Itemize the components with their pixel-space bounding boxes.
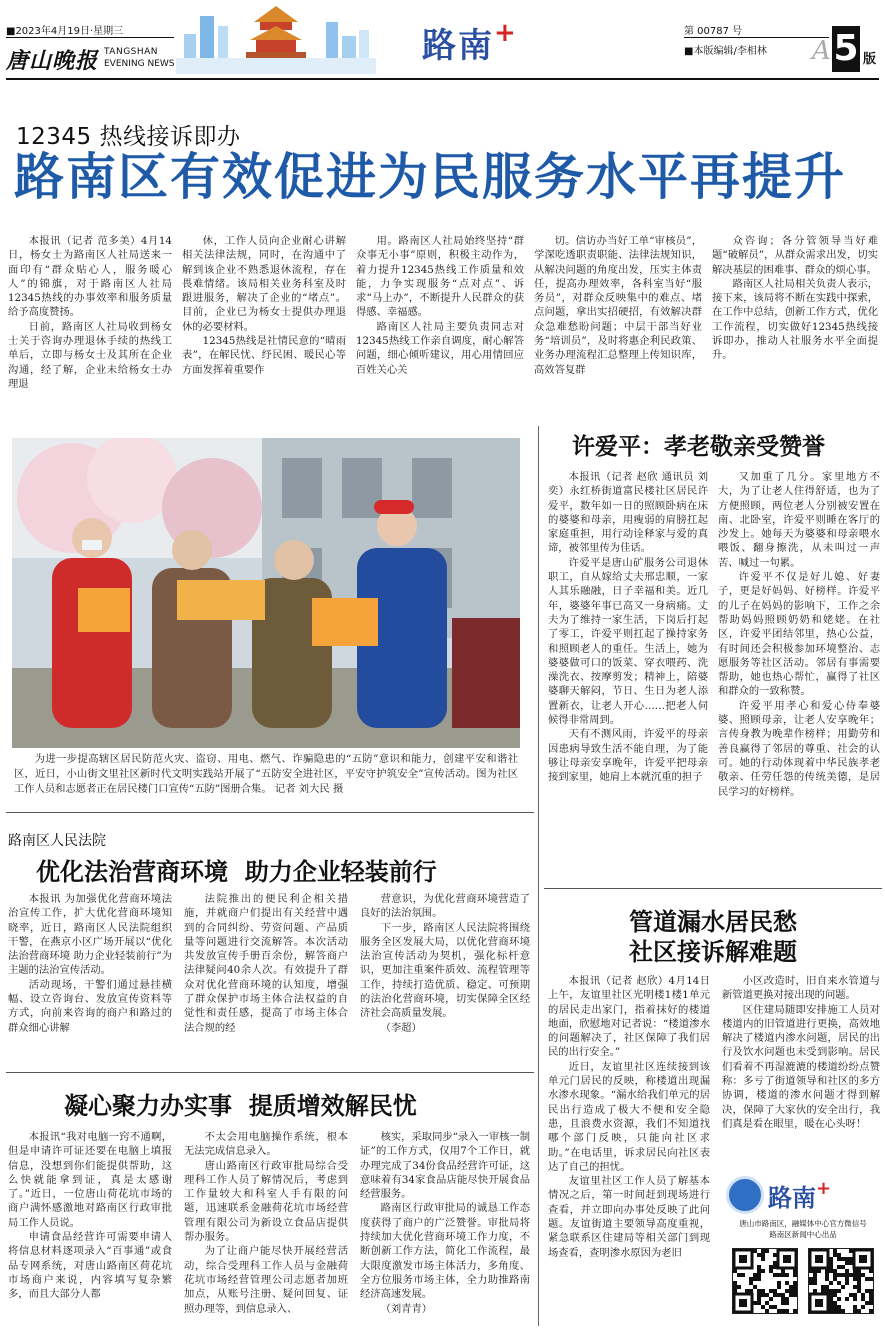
paragraph: 许爱平是唐山矿服务公司退休职工，自从嫁给丈夫邢忠顺，一家人其乐融融，日子幸福和美。近几年，婆婆年事已高又一身病痛。丈夫为了维持一家生活，下岗后打起了零工，许爱平则扛起了操持家务和照顾老人的重任。生活上，她为婆婆做可口的饭菜、穿衣喂药、洗澡洗衣、按摩剪发；精神上，陪婆婆聊天解闷，节日、生日为老人添置新衣，让老人开心……把老人伺候得非常周到。 bbox=[548, 556, 708, 727]
column-text bbox=[360, 1130, 530, 1316]
editor-line: ■本版编辑/李相林 bbox=[684, 46, 767, 57]
photo-bottom-rule bbox=[6, 812, 534, 813]
paragraph: 天有不测风雨，许爱平的母亲因患病导致生活不能自理，为了能够让母亲安享晚年，许爱平把母亲接到家里，她肩上本就沉重的担子 bbox=[548, 728, 708, 784]
court-column-3 bbox=[360, 892, 530, 1056]
court-headline: 优化法治营商环境 助力企业轻装前行 bbox=[36, 858, 437, 886]
paragraph: 许爱平不仅是好儿媳、好妻子，更是好妈妈、好榜样。许爱平的儿子在妈妈的影响下，工作之余帮助妈妈照顾奶奶和姥姥。在社区，许爱平团结邻里，热心公益，有时间还会积极参加环境整治、志愿服务等社区活动。邻居有事需要帮助，她也热心帮忙，赢得了社区和群众的一致称赞。 bbox=[718, 571, 880, 698]
paragraph: 切。信访办当好工单“审核员”，学深吃透职责职能、法律法规知识，从解决问题的角度出发，压实主体责任，提高办理效率，各科室当好“服务员”，对群众反映集中的难点、堵点问题，拿出实招硬招，有效解决群众急难愁盼问题；中层干部当好业务“培训员”，及时将惠企利民政策、业务办理流程汇总整理上传知识库，高效答复群 bbox=[534, 235, 702, 376]
column-text bbox=[184, 1130, 348, 1316]
paragraph: 本报讯（记者 赵欣 通讯员 刘奕）永红桥街道富民楼社区居民许爱平，数年如一日的照顾卧病在床的婆婆和母亲，用瘦弱的肩膀扛起家庭重担，用行动诠释家与爱的真谛，被邻里传为佳话。 bbox=[548, 471, 708, 555]
lead-column-2 bbox=[182, 234, 346, 420]
paragraph: 核实，采取同步“录入一审核一制证”的工作方式，仅用7个工作日，就办理完成了34份食品经营许可证，这意味着有34家食品店能尽快开展食品经营服务。 bbox=[360, 1131, 530, 1201]
promo-logo-circle bbox=[726, 1176, 764, 1214]
paragraph: 近日，友谊里社区连续接到该单元门居民的反映，称楼道出现漏水渗水现象。“漏水给我们单元的居民出行造成了极大不便和安全隐患，且浪费水资源，我们不知道找哪个部门反映，只能向社区求助。”在电话里，诉求居民向社区表达了自己的担忧。 bbox=[548, 1060, 710, 1173]
paragraph: 申请食品经营许可需要申请人将信息材料逐项录入“百事通”或食品专网系统，对唐山路南区荷花坑市场商户来说，内容填写复杂繁多，而且大部分人都 bbox=[8, 1231, 172, 1301]
paragraph: 本报讯（记者 范多美）4月14日，杨女士为路南区人社局送来一面印有“群众贴心人，服务暖心人”的锦旗，对于路南区人社局12345热线的办事效率和服务质量给予高度赞扬。 bbox=[8, 235, 172, 319]
paragraph: 唐山路南区行政审批局综合受理科工作人员了解情况后，考虑到工作量较大和科室人手有限的问题，迅速联系金融荷花坑市场经营管理有限公司为新设立食品店提供帮办服务。 bbox=[184, 1159, 348, 1244]
xu-column-2 bbox=[718, 470, 880, 880]
promo-logo-text: 路南 bbox=[768, 1184, 816, 1212]
promo-logo-plus: + bbox=[816, 1178, 832, 1199]
page-letter: A bbox=[812, 36, 831, 66]
paragraph: 又加重了几分。家里地方不大，为了让老人住得舒适，也为了方便照顾，两位老人分别被安置在南、北卧室，许爱平则睡在客厅的沙发上。她每天为婆婆和母亲喂水喂饭、翻身擦洗，从未叫过一声苦、喊过一句累。 bbox=[718, 471, 880, 569]
photo-caption bbox=[14, 752, 518, 800]
xu-bottom-rule bbox=[544, 888, 882, 889]
lead-headline: 路南区有效促进为民服务水平再提升 bbox=[14, 148, 846, 206]
paragraph: 下一步，路南区人民法院将围绕服务全区发展大局，以优化营商环境法治宣传活动为契机，强化标杆意识，更加注重案件质效、流程管理等工作，持续打造优质、稳定、可预期的法治化营商环境，切实保障全区经济社会高质量发展。 bbox=[360, 921, 530, 1020]
lead-column-5 bbox=[712, 234, 878, 420]
paragraph: 区住建局随即安排施工人员对楼道内的旧管道进行更换，高效地解决了楼道内渗水问题，居民的出行及饮水问题也未受到影响。居民们看着不再湿漉漉的楼道纷纷点赞称：多亏了街道领导和社区的多方协调，楼道的渗水问题才得到解决，保障了大家伙的安全出行，我们真是看在眼里，暖在心头呀！ bbox=[722, 1003, 880, 1130]
market-column-2 bbox=[184, 1130, 348, 1326]
paragraph: 本报讯 为加强优化营商环境法治宣传工作，扩大优化营商环境知晓率，近日，路南区人民法院组织干警，在燕京小区广场开展以“优化法治营商环境 助力企业轻装前行”为主题的法治宣传活动。 bbox=[8, 893, 172, 977]
paper-name-en-2: EVENING NEWS bbox=[104, 59, 175, 69]
lead-column-1 bbox=[8, 234, 172, 420]
market-headline: 凝心聚力办实事 提质增效解民忧 bbox=[64, 1092, 417, 1120]
section-title bbox=[422, 18, 518, 67]
paragraph: 为了让商户能尽快开展经营活动，综合受理科工作人员与金融荷花坑市场经营管理公司志愿者加班加点，从账号注册、疑问回复、证照办理等，到信息录入、 bbox=[184, 1245, 348, 1315]
paragraph: 路南区人社局相关负责人表示，接下来，该局将不断在实践中探索，在工作中总结，创新工作方式，优化工作流程，切实做好12345热线接诉即办，推动人社服务水平全面提升。 bbox=[712, 277, 878, 362]
news-photo bbox=[12, 438, 520, 748]
column-text bbox=[534, 234, 702, 377]
paragraph: 日前，路南区人社局收到杨女士关于咨询办理退休手续的热线工单后，立即与杨女士及其所在企业沟通，经了解，企业未给杨女士办理退 bbox=[8, 320, 172, 390]
column-text bbox=[356, 234, 524, 377]
column-text bbox=[8, 234, 172, 391]
court-kicker: 路南区人民法院 bbox=[8, 833, 106, 849]
page-suffix: 版 bbox=[863, 52, 877, 67]
column-text bbox=[548, 470, 708, 785]
paragraph: 本报讯“我对电脑一窍不通啊，但是申请许可证还要在电脑上填报信息，没想到你们能提供帮助，这么快就能拿到证，真是太感谢了。”近日，一位唐山荷花坑市场的商户满怀感激地对路南区行政审批局工作人员说。 bbox=[8, 1131, 172, 1229]
paragraph: 本报讯（记者 赵欣）4月14日上午，友谊里社区光明楼1楼1单元的居民走出家门，指着抹好的楼道地面，欣慰地对记者说：“楼道渗水的问题解决了，社区保障了我们居民的出行安全。” bbox=[548, 975, 710, 1059]
column-text bbox=[184, 892, 348, 1035]
paragraph: 12345热线是社情民意的“晴雨表”，在解民忧、纾民困、暖民心等方面发挥着重要作 bbox=[182, 335, 346, 376]
column-text bbox=[722, 974, 880, 1131]
promo-box bbox=[724, 1172, 880, 1326]
paragraph: 众咨询；各分管领导当好难题“破解员”，从群众需求出发，切实解决基层的困难事、群众的烦心事。 bbox=[712, 235, 878, 276]
column-text bbox=[360, 892, 530, 1035]
masthead-rule-left bbox=[6, 37, 174, 38]
column-text bbox=[712, 234, 878, 363]
column-text bbox=[8, 1130, 172, 1302]
court-bottom-rule bbox=[6, 1072, 534, 1073]
paragraph: 路南区人社局主要负责同志对12345热线工作亲自调度，耐心解答问题，细心倾听建议，用心用情回应百姓关心关 bbox=[356, 320, 524, 376]
paragraph: 用。路南区人社局始终坚持“群众事无小事”原则，积极主动作为，着力提升12345热线工作质量和效能，力争实现服务“点对点”、诉求“马上办”，不断提升人民群众的获得感、幸福感。 bbox=[356, 235, 524, 319]
skyline-illustration bbox=[176, 0, 376, 74]
column-text bbox=[718, 470, 880, 799]
pipe-column-2 bbox=[722, 974, 880, 1164]
qr-code-right[interactable] bbox=[808, 1248, 874, 1314]
promo-logo bbox=[768, 1178, 831, 1213]
xu-column-1 bbox=[548, 470, 708, 880]
court-column-1 bbox=[8, 892, 172, 1056]
divider-right-column bbox=[538, 426, 539, 1326]
pipe-headline-2: 社区接诉解难题 bbox=[629, 938, 797, 966]
column-text bbox=[8, 892, 172, 1035]
paragraph: 路南区行政审批局的诚恳工作态度获得了商户的广泛赞誉。审批局将持续加大优化营商环境工作力度，不断创新工作方法，简化工作流程，最大限度激发市场主体活力，多角度、全方位服务市场主体，全力助推路南经济高速发展。 bbox=[360, 1202, 530, 1301]
paper-logo: 唐山晚报 bbox=[6, 48, 99, 74]
court-column-2 bbox=[184, 892, 348, 1056]
paragraph: 营意识，为优化营商环境营造了良好的法治氛围。 bbox=[360, 893, 530, 920]
paragraph: 许爱平用孝心和爱心侍奉婆婆、照顾母亲，让老人安享晚年；言传身教为晚辈作榜样；用勤劳和善良赢得了邻居的尊重、社会的认可。她的行动体现着中华民族孝老敬亲、任劳任怨的传统美德，是居民学习的好榜样。 bbox=[718, 699, 880, 798]
issue-number: 第 00787 号 bbox=[684, 26, 743, 37]
paragraph: 友谊里社区工作人员了解基本情况之后，第一时间赶到现场进行查看，并立即向办事处反映了此问题。友谊街道主要领导高度重视，紧急联系区住建局等相关部门到现场查看，查明渗水原因为老旧 bbox=[548, 1175, 710, 1259]
qr-code-left[interactable] bbox=[732, 1248, 798, 1314]
masthead bbox=[0, 0, 885, 84]
lead-column-3 bbox=[356, 234, 524, 420]
paragraph: 小区改造时，旧自来水管道与新管道更换对接出现的问题。 bbox=[722, 975, 880, 1002]
section-plus: + bbox=[494, 18, 518, 48]
paragraph: 休，工作人员向企业耐心讲解相关法律法规，同时，在沟通中了解到该企业不熟悉退休流程，存在畏难情绪。该局相关业务科室及时跟进服务，解决了企业的“堵点”。目前，企业已为杨女士提供办理退休的必要材料。 bbox=[182, 235, 346, 333]
column-text bbox=[548, 974, 710, 1260]
promo-slogan-1: 唐山市路南区，融媒体中心官方微信号 bbox=[739, 1219, 867, 1228]
paragraph: 活动现场，干警们通过悬挂横幅、设立咨询台、发放宣传资料等方式，向前来咨询的商户和路过的群众细心讲解 bbox=[8, 978, 172, 1034]
lead-kicker: 12345 热线接诉即办 bbox=[16, 124, 241, 150]
market-column-3 bbox=[360, 1130, 530, 1326]
photo-caption-text: 为进一步提高辖区居民防范火灾、盗窃、用电、燃气、诈骗隐患的“五防”意识和能力，创建平安和谐社区，近日，小山街文里社区新时代文明实践站开展了“五防安全进社区，平安守护筑安全”宣传活动。图为社区工作人员和志愿者正在居民楼门口宣传“五防”图册合集。 记者 刘大民 摄 bbox=[14, 753, 518, 795]
promo-slogan-2: 路南区新闻中心出品 bbox=[769, 1230, 837, 1239]
paragraph: 法院推出的便民利企相关措施，并就商户们提出有关经营中遇到的合同纠纷、劳资问题、产品质量等问题进行交流解答。本次活动共发放宣传手册百余份，解答商户法律疑问40余人次。有效提升了群众对优化营商环境的认知度，增强了群众保护市场主体合法权益的自觉性和责任感，提高了市场主体合法合规的经 bbox=[184, 893, 348, 1034]
lead-column-4 bbox=[534, 234, 702, 420]
section-title-text: 路南 bbox=[422, 26, 494, 66]
pipe-headline-1: 管道漏水居民愁 bbox=[629, 908, 797, 936]
pipe-column-1 bbox=[548, 974, 710, 1326]
paragraph: 不太会用电脑操作系统，根本无法完成信息录入。 bbox=[184, 1131, 348, 1158]
masthead-rule-right bbox=[684, 37, 829, 38]
market-column-1 bbox=[8, 1130, 172, 1326]
masthead-bottom-rule bbox=[6, 78, 879, 80]
paper-name-en-1: TANGSHAN bbox=[104, 47, 159, 57]
date-line: ■2023年4月19日·星期三 bbox=[6, 26, 124, 37]
paragraph: （刘青青） bbox=[380, 1302, 433, 1315]
column-text bbox=[182, 234, 346, 377]
photo-illustration bbox=[12, 438, 520, 748]
paragraph: （李超） bbox=[380, 1021, 422, 1034]
xu-headline: 许爱平：孝老敬亲受赞誉 bbox=[572, 434, 825, 460]
page-number: 5 bbox=[832, 26, 860, 72]
